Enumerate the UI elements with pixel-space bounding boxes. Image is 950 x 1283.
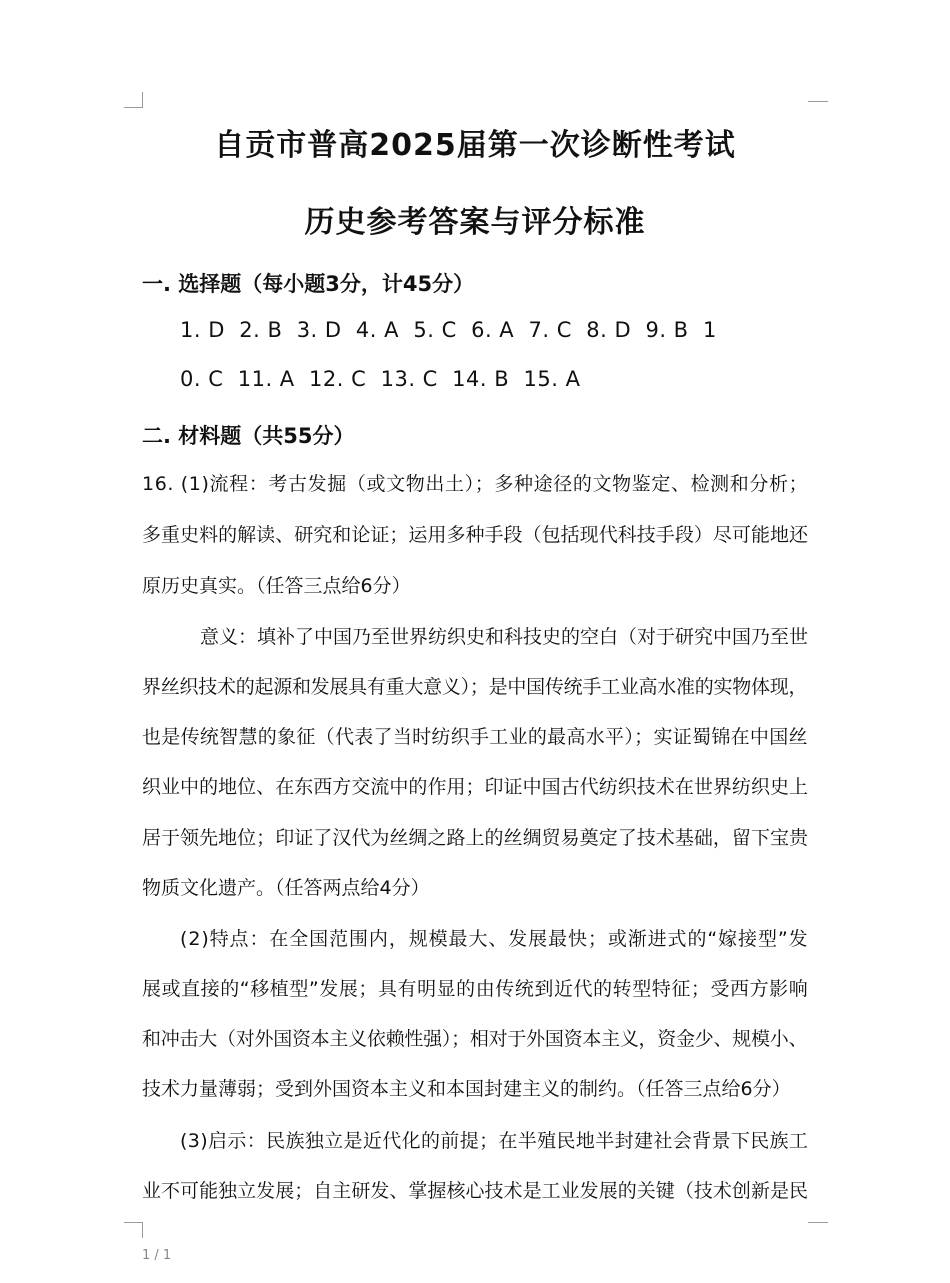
answer-line: 1. D 2. B 3. D 4. A 5. C 6. A 7. C 8. D 9. B 1 — [180, 318, 717, 342]
text-line: 界丝织技术的起源和发展具有重大意义）；是中国传统手工业高水准的实物体现， — [142, 676, 808, 698]
text-line: (2)特点：在全国范围内，规模最大、发展最快；或渐进式的“嫁接型”发 — [180, 928, 809, 950]
crop-mark-top-right-h — [808, 101, 828, 102]
crop-mark-bottom-right-h — [808, 1222, 828, 1223]
text-line: 也是传统智慧的象征（代表了当时纺织手工业的最高水平）；实证蜀锦在中国丝 — [142, 726, 808, 748]
text-line: 多重史料的解读、研究和论证；运用多种手段（包括现代科技手段）尽可能地还 — [142, 524, 809, 546]
text-line: 意义：填补了中国乃至世界纺织史和科技史的空白（对于研究中国乃至世 — [200, 626, 809, 648]
answer-line: 0. C 11. A 12. C 13. C 14. B 15. A — [180, 367, 581, 391]
text-line: 技术力量薄弱；受到外国资本主义和本国封建主义的制约。（任答三点给6分） — [142, 1078, 791, 1100]
text-line: 物质文化遗产。（任答两点给4分） — [142, 877, 430, 899]
text-line: 展或直接的“移植型”发展；具有明显的由传统到近代的转型特征；受西方影响 — [142, 978, 809, 1000]
section-1-heading: 一. 选择题（每小题3分，计45分） — [142, 272, 475, 296]
page-number: 1 / 1 — [142, 1248, 172, 1263]
text-line: 业不可能独立发展；自主研发、掌握核心技术是工业发展的关键（技术创新是民 — [142, 1180, 809, 1202]
text-line: 居于领先地位；印证了汉代为丝绸之路上的丝绸贸易奠定了技术基础，留下宝贵 — [142, 827, 809, 849]
section-2-heading: 二. 材料题（共55分） — [142, 424, 355, 448]
text-line: 和冲击大（对外国资本主义依赖性强）；相对于外国资本主义，资金少、规模小、 — [142, 1028, 808, 1050]
crop-mark-top-left-v — [142, 92, 143, 108]
crop-mark-bottom-left-v — [142, 1222, 143, 1238]
text-line: 16. (1)流程：考古发掘（或文物出土）；多种途径的文物鉴定、检测和分析； — [142, 473, 809, 495]
text-line: 织业中的地位、在东西方交流中的作用；印证中国古代纺织技术在世界纺织史上 — [142, 776, 809, 798]
text-line: 原历史真实。（任答三点给6分） — [142, 575, 411, 597]
text-line: (3)启示：民族独立是近代化的前提；在半殖民地半封建社会背景下民族工 — [180, 1130, 809, 1152]
document-subtitle: 历史参考答案与评分标准 — [304, 205, 646, 240]
crop-mark-bottom-left-h — [124, 1222, 143, 1223]
crop-mark-top-left-h — [124, 107, 143, 108]
document-title: 自贡市普高2025届第一次诊断性考试 — [214, 128, 736, 163]
